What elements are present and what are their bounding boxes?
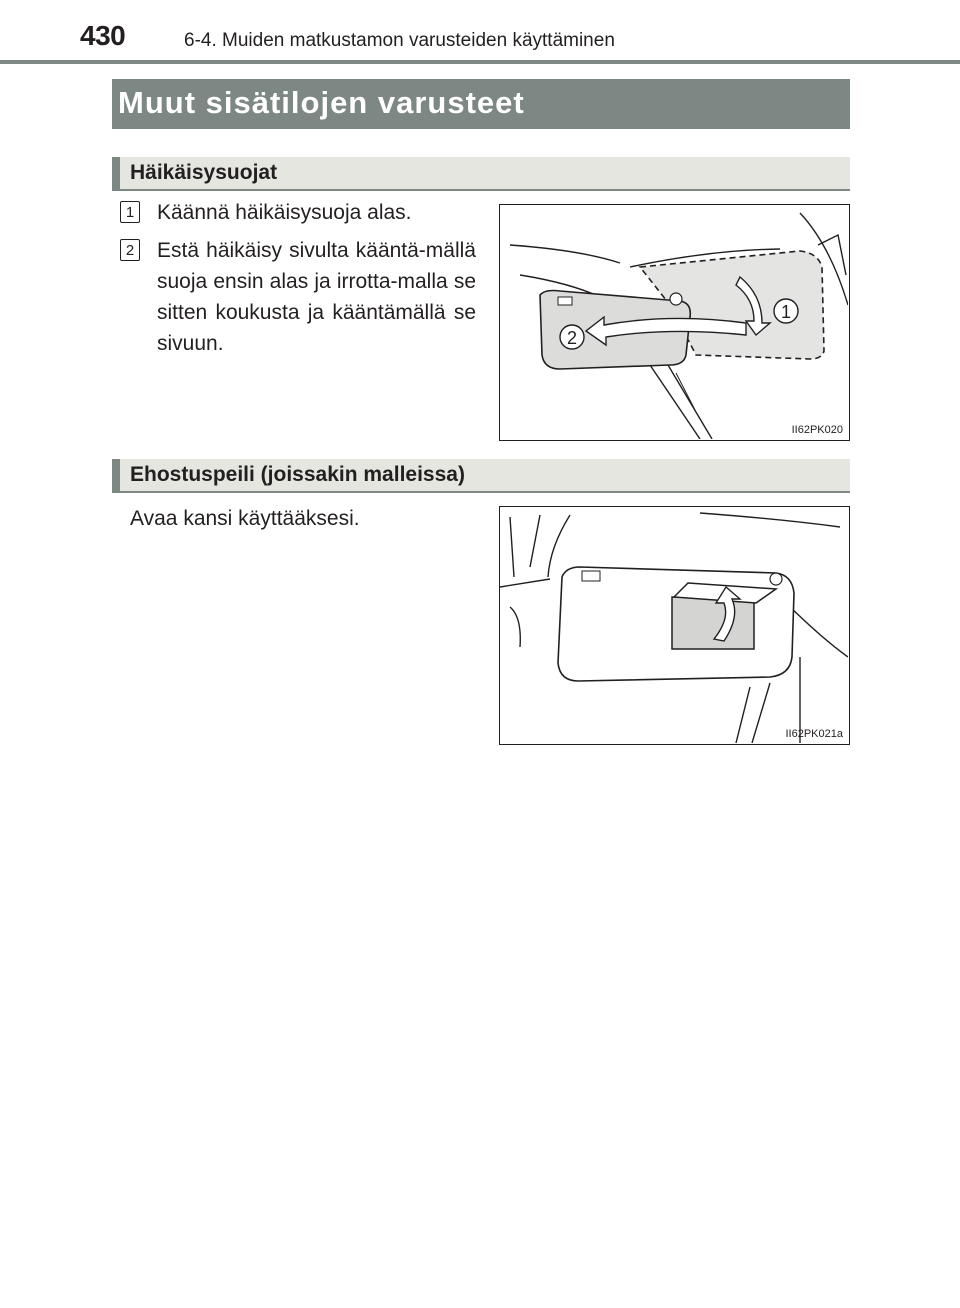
step-number: 2	[120, 239, 140, 261]
figure-code: II62PK021a	[785, 728, 843, 740]
figure-sun-visor	[499, 204, 850, 441]
heading-bar	[112, 459, 120, 491]
sun-visor-illustration	[500, 205, 848, 439]
step-2	[120, 235, 476, 359]
vanity-mirror-illustration	[500, 507, 848, 743]
header-rule	[0, 60, 960, 64]
step-1	[120, 197, 476, 228]
step-text: Estä häikäisy sivulta kääntä-mällä suoja ensin alas ja irrotta-malla se sitten koukusta ja kääntämällä se sivuun.	[157, 239, 476, 355]
figure-code: II62PK020	[791, 424, 843, 436]
callout-2: 2	[566, 328, 578, 348]
subsection-heading-text: Ehostuspeili (joissakin malleissa)	[130, 463, 465, 486]
subsection-heading-text: Häikäisysuojat	[130, 161, 278, 184]
step-number: 1	[120, 201, 140, 223]
subsection-heading-vanity-mirror	[112, 459, 850, 493]
heading-bar	[112, 157, 120, 189]
subsection-heading-sun-visor	[112, 157, 850, 191]
figure-vanity-mirror	[499, 506, 850, 745]
vanity-mirror-instruction: Avaa kansi käyttääksesi.	[130, 507, 360, 530]
page-number: 430	[80, 20, 126, 51]
page-title: Muut sisätilojen varusteet	[112, 79, 850, 129]
running-header: 6-4. Muiden matkustamon varusteiden käyttäminen	[184, 30, 615, 51]
callout-1: 1	[780, 302, 792, 322]
step-text: Käännä häikäisysuoja alas.	[157, 201, 412, 224]
